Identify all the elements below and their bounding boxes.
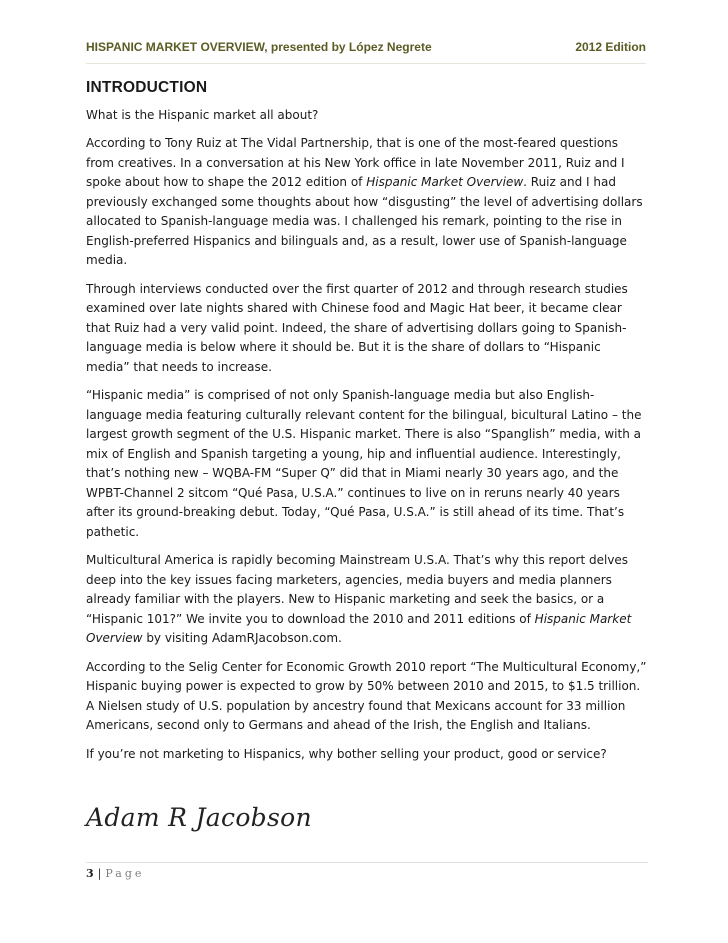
header-edition: 2012 Edition bbox=[575, 40, 646, 54]
page-number: 3 bbox=[86, 867, 94, 880]
paragraph-2: Through interviews conducted over the first quarter of 2012 and through research studies examined over late nights shared with Chinese food and Magic Hat beer, it became clear that Ruiz had a very valid point. Indeed, the share of advertising dollars going to Spanish-language media is below where it should be. But it is the share of dollars to “Hispanic media” that needs to increase. bbox=[86, 281, 628, 374]
page-footer bbox=[86, 862, 648, 880]
paragraph-1-text-b: . Ruiz and I had previously exchanged some thoughts about how “disgusting” the level of advertising dollars allocated to Spanish-language media was. I challenged his remark, pointing to the rise in English-preferred Hispanics and bilinguals and, as a result, lower use of Spanish-language media. bbox=[86, 175, 643, 267]
paragraph-4-text-a: Multicultural America is rapidly becoming Mainstream U.S.A. That’s why this report delves deep into the key issues facing marketers, agencies, media buyers and media planners already familiar with the players. New to Hispanic marketing and seek the basics, or a “Hispanic 101?” We invite you to download the 2010 and 2011 editions of bbox=[86, 553, 629, 626]
page-label: Page bbox=[105, 867, 145, 880]
paragraph-4-text-b: by visiting AdamRJacobson.com. bbox=[142, 631, 342, 645]
section-title: INTRODUCTION bbox=[86, 79, 208, 96]
paragraph-4 bbox=[86, 551, 648, 649]
section-subtitle: What is the Hispanic market all about? bbox=[86, 107, 319, 122]
main-content bbox=[86, 78, 648, 773]
paragraph-6: If you’re not marketing to Hispanics, why bother selling your product, good or service? bbox=[86, 746, 607, 761]
paragraph-1-text-a: According to Tony Ruiz at The Vidal Partnership, that is one of the most-feared questions from creatives. In a conversation at his New York office in late November 2011, Ruiz and I spoke about how to shape the 2012 edition of bbox=[86, 136, 625, 189]
footer-separator: | bbox=[97, 867, 102, 880]
paragraph-3: “Hispanic media” is comprised of not only Spanish-language media but also English-language media featuring culturally relevant content for the bilingual, bicultural Latino – the largest growth segment of the U.S. Hispanic market. There is also “Spanglish” media, with a mix of English and Spanish targeting a young, hip and influential audience. Interestingly, that’s nothing new – WQBA-FM “Super Q” did that in Miami nearly 30 years ago, and the WPBT-Channel 2 sitcom “Qué Pasa, U.S.A.” continues to live on in reruns nearly 40 years after its ground-breaking debut. Today, “Qué Pasa, U.S.A.” is still ahead of its time. That’s pathetic. bbox=[86, 388, 642, 539]
paragraph-1 bbox=[86, 134, 648, 271]
publication-title: Hispanic Market Overview bbox=[366, 175, 524, 189]
author-signature: Adam R Jacobson bbox=[86, 803, 312, 832]
running-header bbox=[86, 40, 646, 64]
paragraph-5: According to the Selig Center for Economic Growth 2010 report “The Multicultural Economy,” Hispanic buying power is expected to grow by 50% between 2010 and 2015, to $1.5 trillion. A Nielsen study of U.S. population by ancestry found that Mexicans account for 33 million Americans, second only to Germans and ahead of the Irish, the English and Italians. bbox=[86, 659, 647, 732]
header-title: HISPANIC MARKET OVERVIEW, presented by López Negrete bbox=[86, 40, 432, 54]
publication-title: Hispanic Market Overview bbox=[86, 611, 632, 645]
